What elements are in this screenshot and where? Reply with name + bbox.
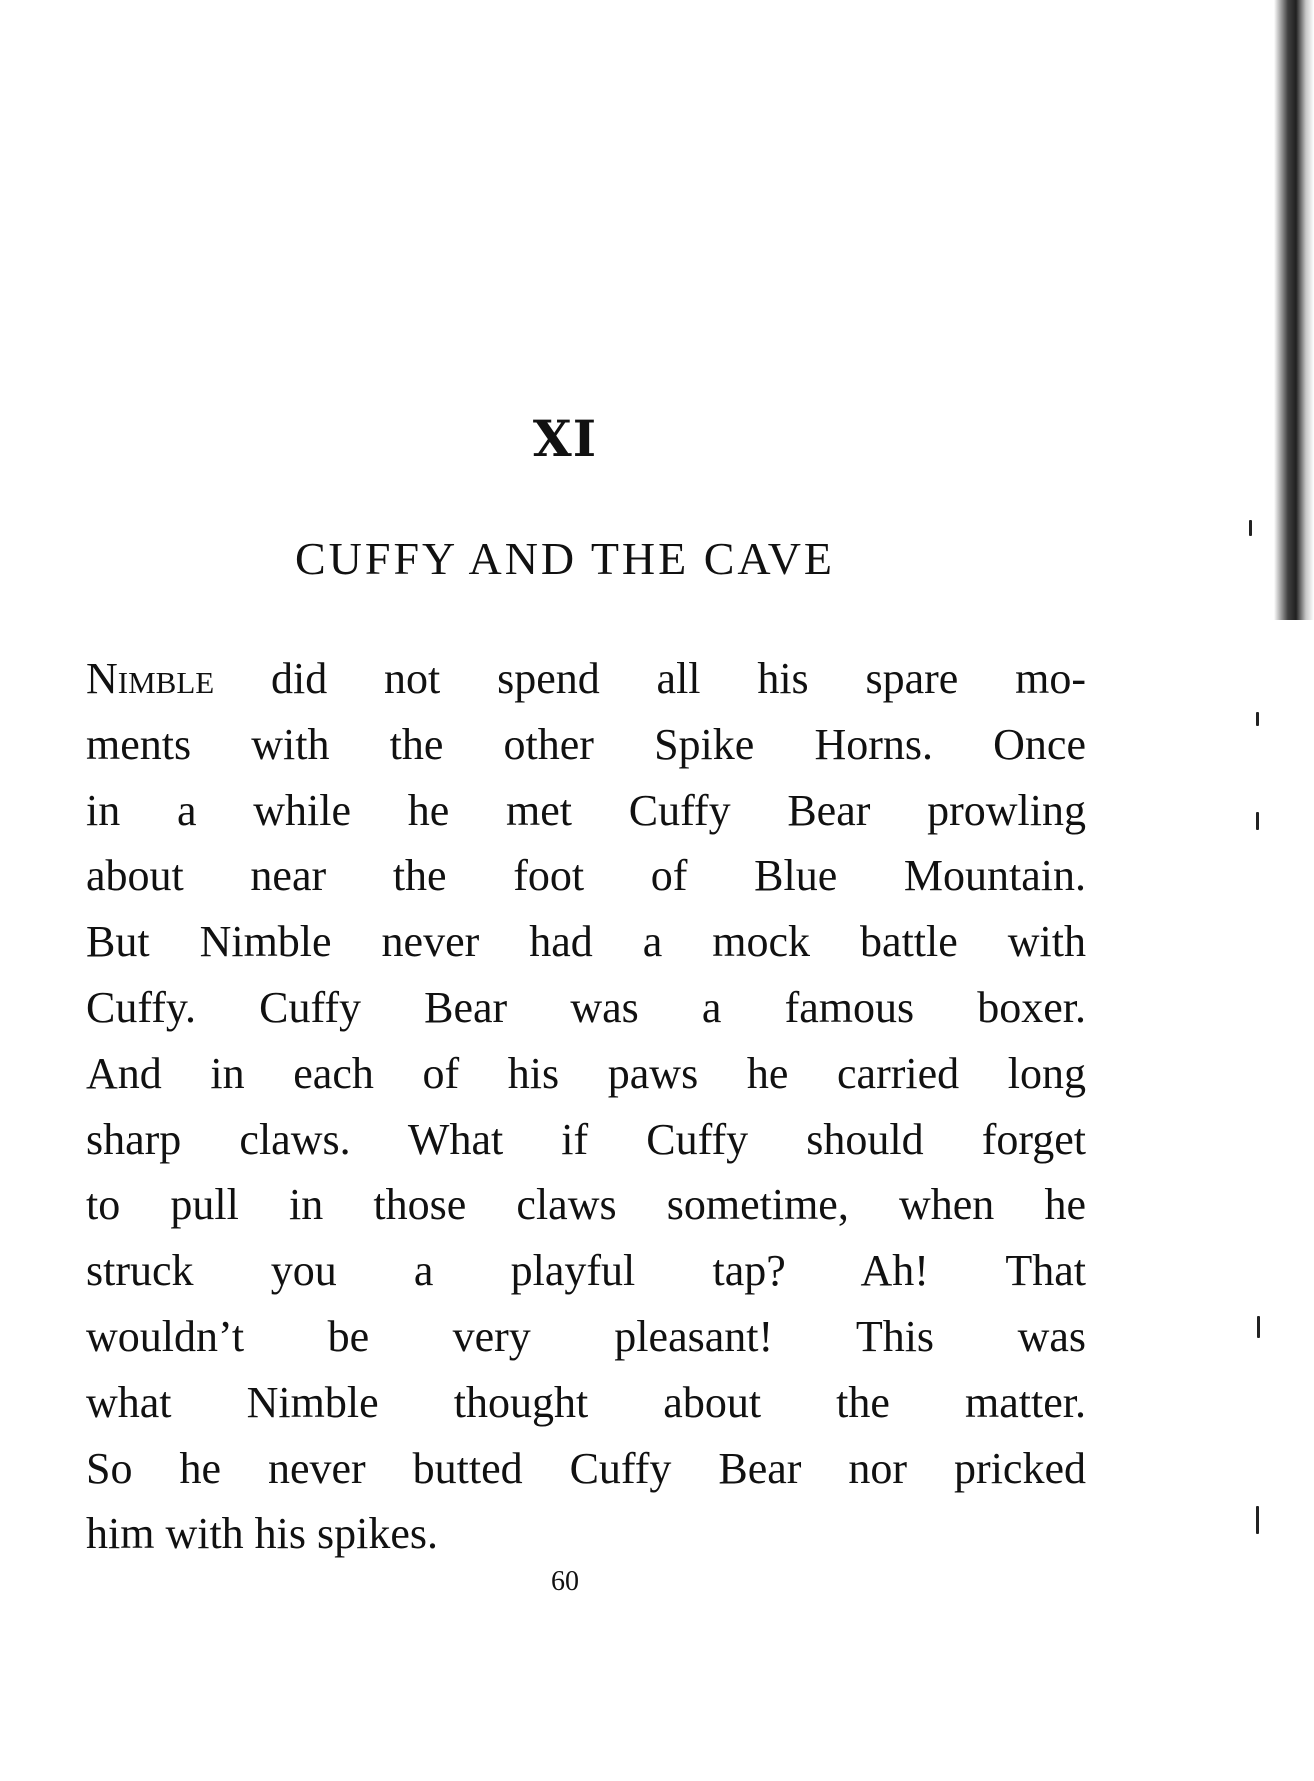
chapter-title: CUFFY AND THE CAVE (294, 533, 836, 584)
text-line-13: So he never butted Cuffy Bear nor pricked (86, 1443, 1086, 1493)
scan-speck (1256, 1506, 1259, 1534)
scan-speck (1249, 520, 1252, 536)
binding-shadow (1274, 0, 1314, 620)
text-line-8: sharp claws. What if Cuffy should forget (86, 1114, 1086, 1164)
text-line-5: But Nimble never had a mock battle with (86, 917, 1086, 967)
scan-speck (1257, 1316, 1260, 1338)
scan-speck (1256, 712, 1259, 726)
chapter-number: XI (532, 409, 598, 468)
text-line-6: Cuffy. Cuffy Bear was a famous boxer. (86, 982, 1086, 1032)
text-line-12: what Nimble thought about the matter. (86, 1377, 1086, 1427)
page-number: 60 (551, 1566, 579, 1597)
text-line-11: wouldn’t be very pleasant! This was (86, 1311, 1086, 1361)
text-line-4: about near the foot of Blue Mountain. (86, 851, 1086, 901)
text-line-1 (86, 646, 1086, 712)
lead-word: Nimble (86, 654, 215, 703)
line-text: did not spend all his spare mo- (214, 654, 1086, 703)
scan-speck (1256, 812, 1259, 830)
text-line-9: to pull in those claws sometime, when he (86, 1180, 1086, 1230)
text-line-2: ments with the other Spike Horns. Once (86, 719, 1086, 769)
chapter-body (86, 646, 1086, 1567)
text-line-3: in a while he met Cuffy Bear prowling (86, 785, 1086, 835)
text-line-14: him with his spikes. (86, 1509, 439, 1559)
text-line-10: struck you a playful tap? Ah! That (86, 1246, 1086, 1296)
text-line-7: And in each of his paws he carried long (86, 1048, 1086, 1098)
